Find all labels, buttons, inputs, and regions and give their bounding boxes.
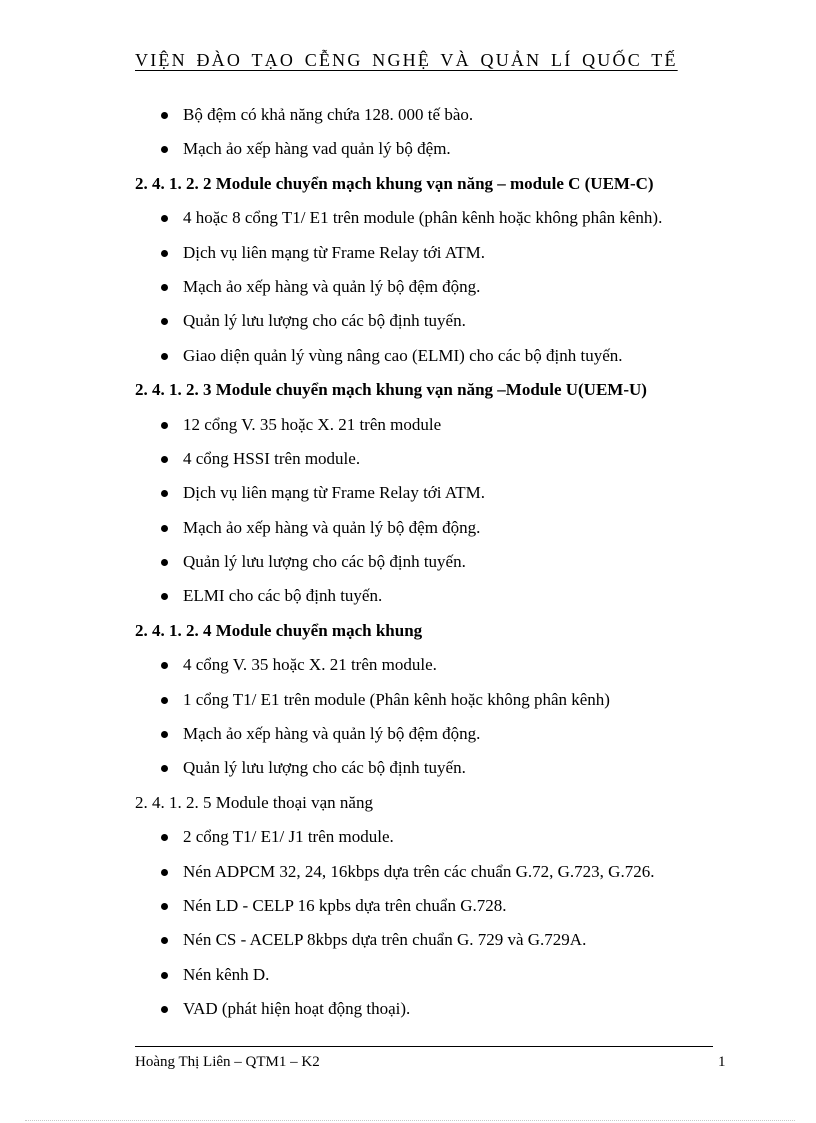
page-number: 1 (718, 1054, 726, 1070)
list-item-text: Mạch ảo xếp hàng vad quản lý bộ đệm. (183, 139, 451, 159)
bullet-icon (161, 215, 168, 222)
bullet-icon (161, 593, 168, 600)
section-heading-uem-c: 2. 4. 1. 2. 2 Module chuyển mạch khung vạn năng – module C (UEM-C) (135, 173, 654, 193)
list-item-text: Giao diện quản lý vùng nâng cao (ELMI) cho các bộ định tuyến. (183, 345, 623, 365)
list-item (0, 270, 816, 304)
list-item (0, 236, 816, 270)
bullet-icon (161, 456, 168, 463)
list-item (0, 511, 816, 545)
bullet-icon (161, 318, 168, 325)
list-item (0, 992, 816, 1026)
list-item (0, 923, 816, 957)
list-item (0, 304, 816, 338)
list-item (0, 751, 816, 785)
list-item-text: 2 cổng T1/ E1/ J1 trên module. (183, 827, 394, 847)
bullet-icon (161, 937, 168, 944)
list-item (0, 408, 816, 442)
bullet-icon (161, 284, 168, 291)
list-item-text: Quản lý lưu lượng cho các bộ định tuyến. (183, 311, 466, 331)
list-item-text: Quản lý lưu lượng cho các bộ định tuyến. (183, 552, 466, 572)
list-item-text: 4 hoặc 8 cổng T1/ E1 trên module (phân kênh hoặc không phân kênh). (183, 208, 663, 228)
list-item-text: Mạch ảo xếp hàng và quản lý bộ đệm động. (183, 517, 481, 537)
list-item (0, 476, 816, 510)
bullet-icon (161, 250, 168, 257)
list-item-text: Mạch ảo xếp hàng và quản lý bộ đệm động. (183, 724, 481, 744)
list-item-text: Nén CS - ACELP 8kbps dựa trên chuẩn G. 729 và G.729A. (183, 930, 587, 950)
bullet-icon (161, 146, 168, 153)
list-item (0, 579, 816, 613)
bullet-icon (161, 559, 168, 566)
bullet-icon (161, 869, 168, 876)
bullet-icon (161, 697, 168, 704)
list-item (0, 855, 816, 889)
list-item-text: 12 cổng V. 35 hoặc X. 21 trên module (183, 414, 442, 434)
list-item (0, 339, 816, 373)
section-heading-frame-switching: 2. 4. 1. 2. 4 Module chuyển mạch khung (135, 620, 423, 640)
list-item (0, 442, 816, 476)
list-item (0, 717, 816, 751)
bullet-icon (161, 765, 168, 772)
document-body (0, 98, 816, 1027)
bullet-icon (161, 525, 168, 532)
list-item (0, 683, 816, 717)
list-item (0, 958, 816, 992)
list-item-text: Nén ADPCM 32, 24, 16kbps dựa trên các chuẩn G.72, G.723, G.726. (183, 861, 655, 881)
list-item (0, 889, 816, 923)
bullet-icon (161, 834, 168, 841)
list-item-text: 4 cổng HSSI trên module. (183, 448, 361, 468)
list-item-text: Dịch vụ liên mạng từ Frame Relay tới ATM. (183, 242, 485, 262)
bullet-icon (161, 662, 168, 669)
bullet-icon (161, 112, 168, 119)
list-item-text: ELMI cho các bộ định tuyến. (183, 586, 383, 606)
list-item-text: Dịch vụ liên mạng từ Frame Relay tới ATM. (183, 483, 485, 503)
list-item-text: VAD (phát hiện hoạt động thoại). (183, 999, 411, 1019)
list-item-text: 4 cổng V. 35 hoặc X. 21 trên module. (183, 655, 437, 675)
footer-author: Hoàng Thị Liên – QTM1 – K2 (135, 1054, 320, 1070)
page-edge-divider (25, 1120, 795, 1121)
list-item (0, 545, 816, 579)
bullet-icon (161, 353, 168, 360)
bullet-icon (161, 972, 168, 979)
bullet-icon (161, 422, 168, 429)
list-item-text: 1 cổng T1/ E1 trên module (Phân kênh hoặc không phân kênh) (183, 689, 610, 709)
bullet-icon (161, 903, 168, 910)
footer-divider (135, 1046, 713, 1047)
section-heading-uem-u: 2. 4. 1. 2. 3 Module chuyển mạch khung vạn năng –Module U(UEM-U) (135, 380, 647, 400)
list-item-text: Quản lý lưu lượng cho các bộ định tuyến. (183, 758, 466, 778)
list-item (0, 820, 816, 854)
list-item-text: Mạch ảo xếp hàng và quản lý bộ đệm động. (183, 276, 481, 296)
list-item-text: Nén LD - CELP 16 kpbs dựa trên chuẩn G.728. (183, 895, 507, 915)
list-item (0, 648, 816, 682)
bullet-icon (161, 490, 168, 497)
list-item-text: Bộ đệm có khả năng chứa 128. 000 tế bào. (183, 105, 474, 124)
list-item (0, 98, 816, 132)
list-item-text: Nén kênh D. (183, 964, 270, 984)
bullet-icon (161, 731, 168, 738)
list-item (0, 132, 816, 166)
list-item (0, 201, 816, 235)
bullet-icon (161, 1006, 168, 1013)
section-heading-voice-module: 2. 4. 1. 2. 5 Module thoại vạn năng (135, 792, 373, 812)
page-header-title: VIỆN ĐÀO TẠO CỄNG NGHỆ VÀ QUẢN LÍ QUỐC TẾ (135, 50, 678, 70)
